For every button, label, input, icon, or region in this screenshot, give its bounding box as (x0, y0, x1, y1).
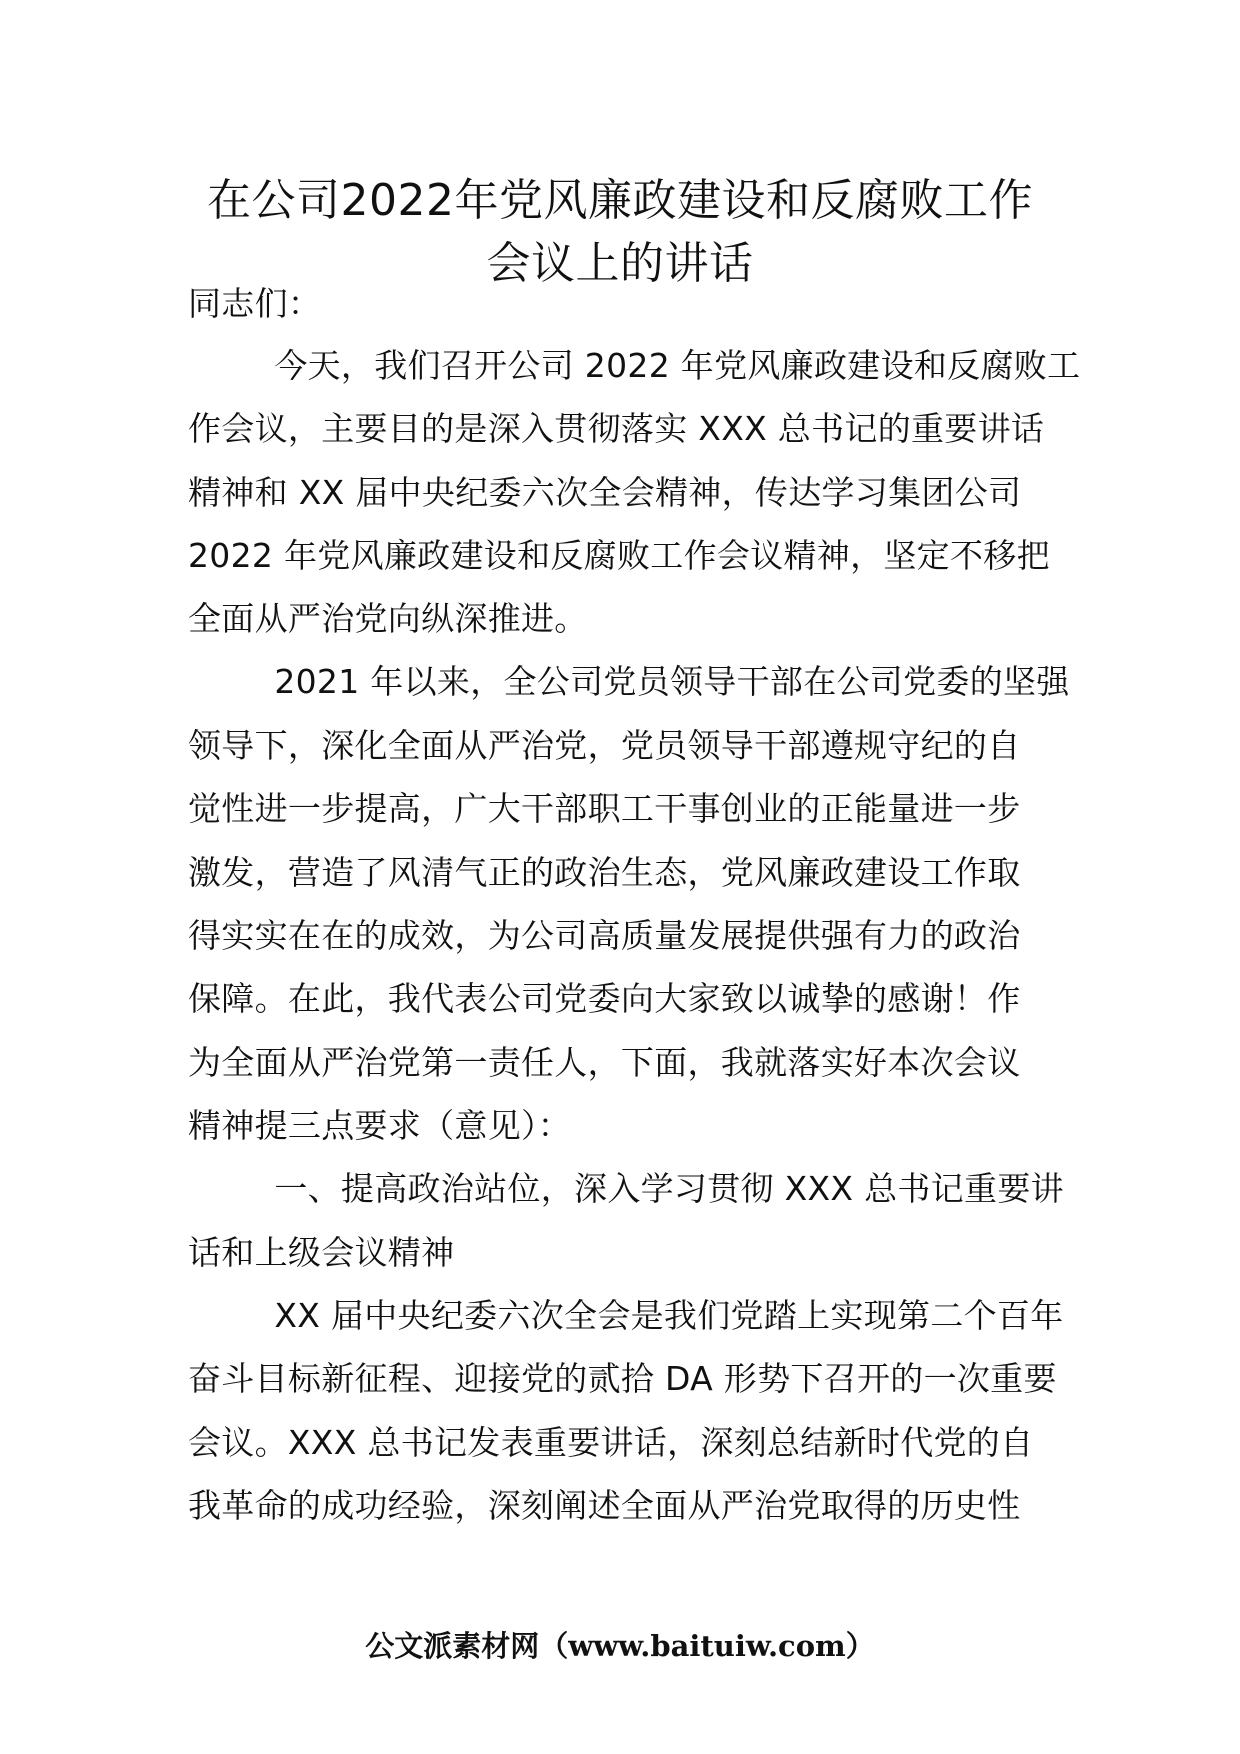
body-line: 会议。XXX 总书记发表重要讲话，深刻总结新时代党的自 (188, 1423, 1034, 1462)
body-line: 奋斗目标新征程、迎接党的贰拾 DA 形势下召开的一次重要 (188, 1359, 1057, 1398)
body-line: 我革命的成功经验，深刻阐述全面从严治党取得的历史性 (188, 1486, 1021, 1525)
body-line: 激发，营造了风清气正的政治生态，党风廉政建设工作取 (188, 853, 1021, 892)
document-title-line-1: 在公司2022年党风廉政建设和反腐败工作 (207, 175, 1033, 226)
footer-watermark: 公文派素材网（www.baituiw.com） (365, 1629, 875, 1663)
document-title-line-2: 会议上的讲话 (486, 238, 754, 289)
body-line: 精神和 XX 届中央纪委六次全会精神，传达学习集团公司 (188, 473, 1022, 512)
body-line: 全面从严治党向纵深推进。 (188, 599, 588, 638)
section-heading: 一、提高政治站位，深入学习贯彻 XXX 总书记重要讲 (188, 1169, 1064, 1208)
body-line: 作会议，主要目的是深入贯彻落实 XXX 总书记的重要讲话 (188, 409, 1045, 448)
body-line: 精神提三点要求（意见）： (188, 1106, 572, 1145)
body-line: 得实实在在的成效，为公司高质量发展提供强有力的政治 (188, 916, 1021, 955)
body-line: 今天，我们召开公司 2022 年党风廉政建设和反腐败工 (188, 346, 1081, 385)
body-line: 保障。在此，我代表公司党委向大家致以诚挚的感谢！作 (188, 979, 1021, 1018)
body-line: 2021 年以来，全公司党员领导干部在公司党委的坚强 (188, 662, 1070, 701)
body-line: 2022 年党风廉政建设和反腐败工作会议精神，坚定不移把 (188, 536, 1050, 575)
section-heading: 话和上级会议精神 (188, 1233, 455, 1272)
body-line: 觉性进一步提高，广大干部职工干事创业的正能量进一步 (188, 789, 1021, 828)
salutation: 同志们： (188, 284, 322, 323)
body-line: 领导下，深化全面从严治党，党员领导干部遵规守纪的自 (188, 726, 1021, 765)
body-line: 为全面从严治党第一责任人，下面，我就落实好本次会议 (188, 1043, 1021, 1082)
body-line: XX 届中央纪委六次全会是我们党踏上实现第二个百年 (188, 1296, 1064, 1335)
